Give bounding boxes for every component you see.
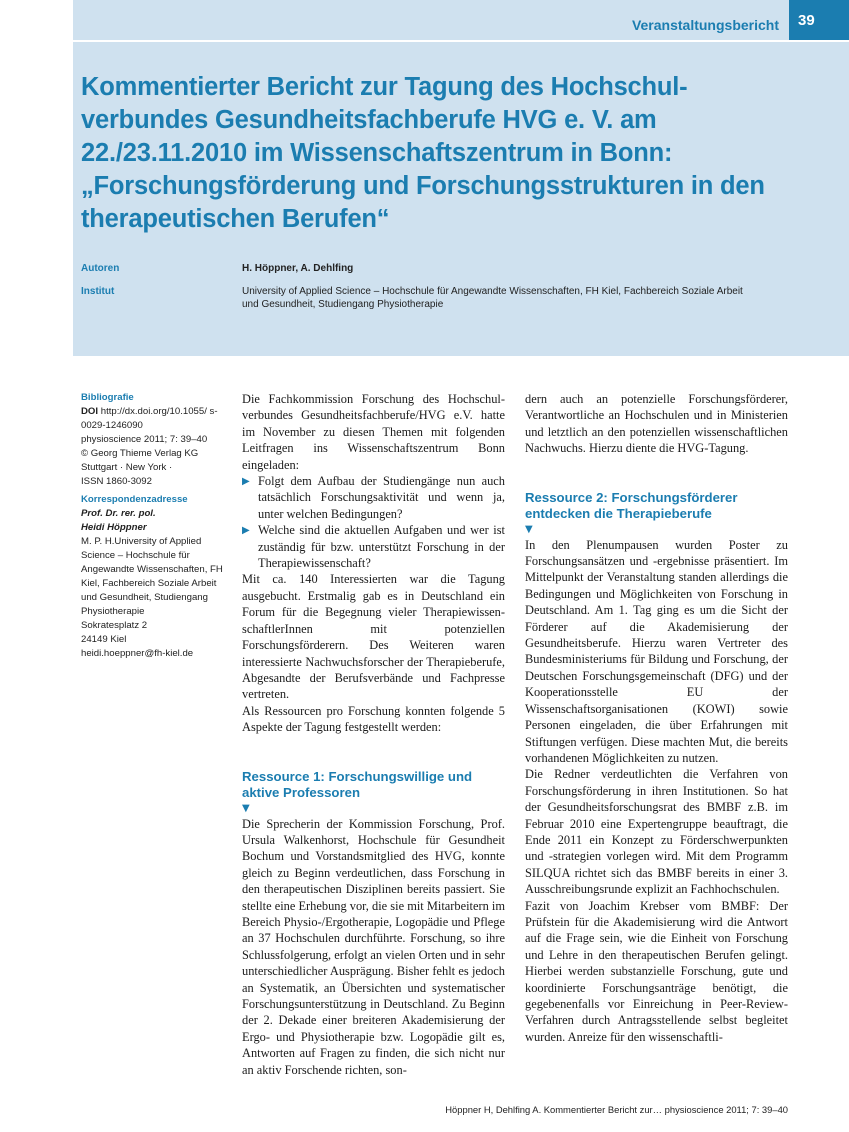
section-heading: Ressource 1: Forschungswillige und aktive Professoren — [242, 768, 473, 801]
paragraph: dern auch an potenzielle Forschungsförderer, Verantwortliche an Hochschulen und in Ministerien und letztlich an den potenziellen wissenschaftlichen Nachwuchs. Hierzu diente die HVG-Tagung. — [525, 392, 788, 456]
section-label: Veranstaltungsbericht — [631, 17, 779, 33]
list-item: ▶ Folgt dem Aufbau der Studiengänge nun auch tatsächlich Forschungsaktivität und wenn ja, unter welchen Bedingungen? — [242, 474, 505, 521]
question-list — [242, 473, 505, 571]
triangle-down-icon: ▼ — [242, 802, 250, 814]
correspondence-heading: Korrespondenzadresse — [81, 494, 188, 505]
column-2 — [525, 391, 788, 1045]
column-1 — [242, 391, 505, 1078]
paragraph: Fazit von Joachim Krebser vom BMBF: Der Prüfstein für die Akademisierung wird die Antwort auf die Frage sein, wie die Einheit von Forschung und Lehre in den therapeutischen Berufen gelingt. Hierbei werden substanzielle Forschung, gute und koordinierte Forschungsanträge benötigt, die gegebenenfalls vor Einreichung in Peer-Review-Verfahren durch Antragsstellende selbst begleitet wurden. Anreize für den wissenschaftli- — [525, 898, 788, 1044]
sidebar — [81, 391, 229, 661]
paragraph: Als Ressourcen pro Forschung konnten folgende 5 Aspekte der Tagung festgestellt werden: — [242, 703, 505, 735]
article-title: Kommentierter Bericht zur Tagung des Hochschul-verbundes Gesundheitsfachberufe HVG e. V. am 22./23.11.2010 im Wissenschaftszentrum in Bonn: „Forschungsförderung und Forschungsstrukturen in den therapeutischen Berufen“ — [81, 73, 765, 233]
triangle-down-icon: ▼ — [525, 523, 533, 535]
intro-paragraph: Die Fachkommission Forschung des Hochschul-verbundes Gesundheitsfachberufe/HVG e.V. hatte im November zu diesen Themen mit folgenden Leitfragen ins Wissenschaftszentrum Bonn eingeladen: — [242, 392, 505, 472]
footer-citation: Höppner H, Dehlfing A. Kommentierter Bericht zur… physioscience 2011; 7: 39–40 — [445, 1104, 788, 1115]
paragraph: Die Redner verdeutlichten die Verfahren von Forschungsförderung in ihren Institutionen. So hat der Gesundheitsforschungsrat des BMBF z.B. im Februar 2010 eine Expertengruppe beauftragt, die Ende 2011 ein Konzept zu Förderschwerpunkten und -strategien vorlegen wird. Mit dem Programm SILQUA richtet sich das BMBF bereits in einer 3. Ausschreibungsrunde explizit an Fachhochschulen. — [525, 767, 788, 897]
issn: ISSN 1860-3092 — [81, 476, 152, 487]
bullet-arrow-icon: ▶ — [242, 476, 250, 488]
publisher: © Georg Thieme Verlag KG — [81, 448, 199, 459]
correspondence-street: Sokratesplatz 2 — [81, 620, 148, 631]
bullet-arrow-icon: ▶ — [242, 525, 250, 537]
bibliography-heading: Bibliografie — [81, 392, 134, 403]
correspondence-city: 24149 Kiel — [81, 634, 127, 645]
institute-label: Institut — [81, 286, 115, 297]
correspondence-name: Heidi Höppner — [81, 522, 147, 533]
list-item: ▶ Welche sind die aktuellen Aufgaben und wer ist zuständig für bzw. unterstützt Forschung in der Therapiewissenschaft? — [242, 523, 505, 571]
correspondence-title: Prof. Dr. rer. pol. — [81, 508, 156, 519]
doi-label: DOI — [81, 406, 99, 417]
journal-line: physioscience 2011; 7: 39–40 — [81, 434, 208, 445]
correspondence-email[interactable]: heidi.hoeppner@fh-kiel.de — [81, 648, 194, 659]
header-rule — [73, 40, 849, 42]
institute-value: University of Applied Science – Hochschule für Angewandte Wissenschaften, FH Kiel, Fachbereich Soziale Arbeit und Gesundheit, Studiengang Physiotherapie — [242, 286, 743, 310]
publisher-place: Stuttgart · New York · — [81, 462, 173, 473]
correspondence-address: M. P. H.University of Applied Science – Hochschule für Angewandte Wissenschaften, FH Kiel, Fachbereich Soziale Arbeit und Gesundheit, Studiengang Physiotherapie — [81, 536, 223, 617]
page-number: 39 — [789, 0, 849, 40]
authors-label: Autoren — [81, 263, 120, 274]
paragraph: In den Plenumpausen wurden Poster zu Forschungsansätzen und -ergebnisse präsentiert. Im Mittelpunkt der Veranstaltung standen allerdings die Bedingungen und Möglichkeiten von Forschung in Deutschland. Am 1. Tag ging es um die Sicht der Förderer auf die Akademisierung der Gesundheitsberufe. Hierzu waren Vertreter des Bundesministeriums für Bildung und Forschung, der Deutschen Forschungsgemeinschaft (DFG) und der Kooperationsstelle EU der Wissenschaftsorganisationen (KOWI) sowie Personen eingeladen, die über Erfahrungen mit Stiftungen verfügen. Diese machten Mut, die bereits vorhandenen Möglichkeiten zu nutzen. — [525, 537, 788, 765]
section-heading: Ressource 2: Forschungsförderer entdecken die Therapieberufe — [525, 489, 738, 522]
authors-value: H. Höppner, A. Dehlfing — [242, 263, 354, 274]
doi-line — [81, 405, 229, 433]
paragraph: Die Sprecherin der Kommission Forschung, Prof. Ursula Walkenhorst, Hochschule für Gesundheit Bochum und Vorstandsmitglied des HVG, konnte gleich zu Beginn verdeutlichen, dass Forschung in den therapeutischen Disziplinen bereits passiert. Sie stellte eine Erhebung vor, die sie mit Mitarbeitern im Bereich Physio-/Ergotherapie, Logopädie und Pflege an 37 Hochschulen durchführte. Forschung, so ihre Schlussfolgerung, erfolgt an vielen Orten und in sehr unterschiedlicher Ausprägung. Bisher fehlt es jedoch an Systematik, an Übersichten und systematischer Forschungsunterstützung in Deutschland. Zu Beginn der 2. Dekade einer breiteren Akademisierung der Ergo- und Physiotherapie bzw. Logopädie gilt es, Antworten auf Fragen zu finden, die sich nicht nur an aktiv Forschende richten, son- — [242, 816, 505, 1077]
doi-link[interactable]: http://dx.doi.org/10.1055/ s-0029-1246090 — [81, 406, 218, 431]
paragraph: Mit ca. 140 Interessierten war die Tagung ausgebucht. Erstmalig gab es in Deutschland ein Forum für die Begegnung vieler Therapiewissen-schaftlerInnen mit potenziellen Forschungsförderern. Des Weiteren waren interessierte Nachwuchsforscher der Therapieberufe, Abgesandte der Berufsverbände und Fachpresse vertreten. — [242, 572, 505, 702]
